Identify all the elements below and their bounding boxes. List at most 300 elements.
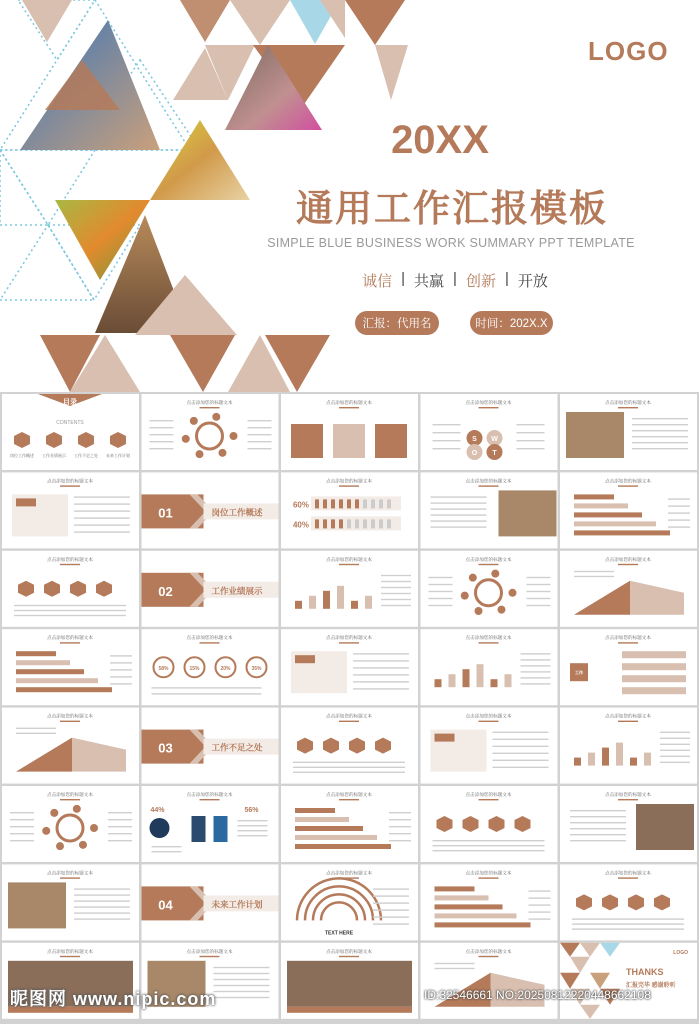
node-dot <box>190 417 198 425</box>
slide-title: 点击添加您的标题文本 <box>465 556 512 562</box>
slide-title: 点击添加您的标题文本 <box>605 792 651 797</box>
title-underline <box>339 956 359 957</box>
slide-thumbnail <box>142 864 279 940</box>
h-bar <box>16 660 70 665</box>
bar-mark <box>644 753 651 766</box>
node-dot <box>230 432 238 440</box>
slide-thumbnail <box>2 864 139 940</box>
slide-bg <box>281 786 418 862</box>
h-bar <box>295 835 377 840</box>
text-line <box>521 677 551 678</box>
text-line <box>529 897 551 898</box>
title-underline <box>339 721 359 722</box>
text-line <box>660 750 690 751</box>
h-bar <box>574 494 614 499</box>
slide-bg <box>2 786 139 862</box>
text-line <box>433 840 545 841</box>
text-line <box>572 918 684 919</box>
businessman-icon <box>192 816 206 842</box>
person-icon <box>371 499 375 508</box>
person-icon <box>347 519 351 528</box>
value-item: 创新 <box>465 273 496 290</box>
ring-percent: 20% <box>220 666 231 673</box>
node-dot <box>212 413 220 421</box>
swot-letter: W <box>491 436 498 443</box>
text-line <box>248 434 272 435</box>
thanks-logo: LOGO <box>673 949 688 956</box>
person-icon <box>387 519 391 528</box>
text-line <box>493 732 549 733</box>
slide-thumbnail <box>281 629 418 705</box>
slide-bg <box>421 864 558 940</box>
node-dot <box>79 841 87 849</box>
text-line <box>238 830 268 831</box>
text-line <box>521 659 551 660</box>
text-line <box>10 826 34 827</box>
slide-thumbnail <box>421 394 558 470</box>
slide-thumbnail <box>142 472 279 548</box>
text-line <box>353 688 409 689</box>
text-line <box>74 531 130 532</box>
text-line <box>108 833 132 834</box>
watermark-id: ID:32546661 NO:20250812220448662108 <box>424 988 651 1002</box>
percent-56: 56% <box>244 807 259 814</box>
slide-title: 点击添加您的标题文本 <box>605 478 651 484</box>
info-block <box>375 424 407 458</box>
text-line <box>660 756 690 757</box>
h-bar <box>435 895 489 900</box>
text-line <box>527 577 551 578</box>
person-icon <box>331 519 335 528</box>
node-dot <box>491 570 499 578</box>
text-line <box>373 902 409 903</box>
contents-item: 工作不足之处 <box>74 453 98 458</box>
text-line <box>435 968 475 969</box>
node-dot <box>461 592 469 600</box>
title-underline <box>479 956 499 957</box>
person-icon <box>339 499 343 508</box>
text-line <box>238 825 268 826</box>
slide-title: 点击添加您的标题文本 <box>47 556 93 562</box>
slide-title: 点击添加您的标题文本 <box>465 400 512 405</box>
title-underline <box>618 407 638 408</box>
bar-mark <box>602 748 609 766</box>
title-underline <box>339 642 359 643</box>
text-line <box>16 733 56 734</box>
slide-thumbnail <box>281 943 418 1019</box>
text-line <box>431 520 487 521</box>
text-line <box>214 967 270 968</box>
panel-badge <box>435 734 455 742</box>
text-line <box>429 584 453 585</box>
text-line <box>214 979 270 980</box>
person-icon <box>355 499 359 508</box>
photo-block <box>287 961 412 1007</box>
slide-title: 点击添加您的标题文本 <box>326 478 372 484</box>
text-line <box>238 835 268 836</box>
h-bar <box>435 886 475 891</box>
text-line <box>373 895 409 896</box>
h-bar <box>574 512 642 517</box>
title-underline <box>479 877 499 878</box>
slide-title: 点击添加您的标题文本 <box>47 870 93 876</box>
section-label: 工作不足之处 <box>211 742 263 753</box>
title-underline <box>60 485 80 486</box>
contents-item: 岗位工作概述 <box>10 453 34 458</box>
list-bar <box>622 651 686 658</box>
bar-mark <box>337 586 344 609</box>
slide-title: 点击添加您的标题文本 <box>326 556 372 562</box>
text-line <box>529 911 551 912</box>
text-line <box>389 833 411 834</box>
text-line <box>74 912 130 913</box>
text-line <box>632 442 688 443</box>
slide-bg <box>281 551 418 627</box>
text-line <box>668 505 690 506</box>
text-line <box>517 440 545 441</box>
slide-thumbnail <box>2 786 139 862</box>
slide-thumbnail <box>421 943 558 1019</box>
reporter-badge: 汇报：代用名 <box>355 311 439 335</box>
text-line <box>74 900 130 901</box>
contents-subtitle: CONTENTS <box>56 420 84 426</box>
node-dot <box>475 607 483 615</box>
title-underline <box>60 956 80 957</box>
h-bar <box>295 808 335 813</box>
text-line <box>570 840 626 841</box>
text-line <box>381 605 411 606</box>
bar-mark <box>295 601 302 609</box>
slide-thumbnail-grid <box>0 392 699 1024</box>
h-bar <box>435 922 531 927</box>
text-line <box>570 828 626 829</box>
h-bar <box>435 913 517 918</box>
slide-thumbnail <box>560 708 697 784</box>
slide-title: 点击添加您的标题文本 <box>326 400 372 405</box>
text-line <box>517 424 545 425</box>
section-number: 01 <box>158 505 173 521</box>
text-line <box>632 436 688 437</box>
bar-mark <box>491 679 498 687</box>
text-line <box>108 826 132 827</box>
bar-mark <box>505 674 512 687</box>
contents-item: 工作业绩展示 <box>42 453 66 458</box>
text-line <box>389 826 411 827</box>
text-line <box>521 653 551 654</box>
text-line <box>574 571 614 572</box>
person-icon <box>379 519 383 528</box>
text-line <box>660 744 690 745</box>
slide-thumbnail <box>2 394 139 470</box>
text-line <box>632 418 688 419</box>
person-icon <box>355 519 359 528</box>
slide-thumbnail <box>421 708 558 784</box>
text-line <box>668 526 690 527</box>
section-number: 02 <box>158 583 173 599</box>
text-line <box>14 605 126 606</box>
photo-block <box>8 882 66 928</box>
text-line <box>429 605 453 606</box>
node-dot <box>497 606 505 614</box>
thumbnails-canvas <box>0 392 699 1024</box>
title-underline <box>200 407 220 408</box>
text-line <box>152 687 262 688</box>
list-bar <box>622 675 686 682</box>
text-line <box>433 432 461 433</box>
text-line <box>248 441 272 442</box>
text-line <box>373 916 409 917</box>
text-line <box>493 760 549 761</box>
node-dot <box>42 827 50 835</box>
person-icon <box>387 499 391 508</box>
slide-thumbnail <box>421 551 558 627</box>
info-block <box>291 424 323 458</box>
title-underline <box>618 721 638 722</box>
text-line <box>293 772 405 773</box>
node-dot <box>56 842 64 850</box>
text-line <box>150 434 174 435</box>
text-line <box>660 732 690 733</box>
slide-title: 点击添加您的标题文本 <box>605 635 651 641</box>
text-line <box>572 928 684 929</box>
year-heading: 20XX <box>391 118 489 162</box>
node-dot <box>50 809 58 817</box>
text-line <box>529 918 551 919</box>
title-underline <box>339 485 359 486</box>
text-line <box>373 888 409 889</box>
photo-block <box>566 412 624 458</box>
title-underline <box>479 485 499 486</box>
text-line <box>433 424 461 425</box>
person-icon <box>347 499 351 508</box>
slide-title: 点击添加您的标题文本 <box>186 400 233 405</box>
title-underline <box>618 564 638 565</box>
slide-thumbnail <box>281 864 418 940</box>
slide-title: 点击添加您的标题文本 <box>47 948 93 954</box>
text-line <box>435 963 475 964</box>
text-line <box>150 448 174 449</box>
node-dot <box>469 574 477 582</box>
ring-percent: 35% <box>251 666 262 673</box>
slide-thumbnail <box>2 629 139 705</box>
thanks-subtitle: 汇报完毕 感谢聆听 <box>626 982 676 989</box>
person-icon <box>315 499 319 508</box>
title-underline <box>339 407 359 408</box>
text-line <box>74 894 130 895</box>
slide-thumbnail <box>281 472 418 548</box>
slide-title: 点击添加您的标题文本 <box>605 400 651 405</box>
text-line <box>389 819 411 820</box>
h-bar <box>295 817 349 822</box>
slide-thumbnail <box>142 786 279 862</box>
text-line <box>74 517 130 518</box>
panel-badge <box>16 498 36 506</box>
title-underline <box>60 721 80 722</box>
slide-thumbnail <box>421 786 558 862</box>
person-icon <box>339 519 343 528</box>
section-label: 未来工作计划 <box>211 899 263 910</box>
text-line <box>10 840 34 841</box>
section-label: 岗位工作概述 <box>211 507 263 518</box>
text-line <box>16 728 56 729</box>
section-number: 03 <box>158 740 173 756</box>
text-line <box>110 655 132 656</box>
person-icon <box>371 519 375 528</box>
text-line <box>110 683 132 684</box>
text-line <box>433 850 545 851</box>
info-block <box>333 424 365 458</box>
list-bar <box>622 663 686 670</box>
slide-thumbnail <box>142 551 279 627</box>
time-badge: 时间：202X.X <box>470 311 553 335</box>
slide-bg <box>2 629 139 705</box>
slide-title: 点击添加您的标题文本 <box>186 792 233 797</box>
text-line <box>74 918 130 919</box>
person-icon <box>363 519 367 528</box>
text-line <box>110 676 132 677</box>
text-line <box>108 812 132 813</box>
text-line <box>152 851 182 852</box>
text-line <box>517 448 545 449</box>
bar-mark <box>630 758 637 766</box>
thanks-title: THANKS <box>626 966 664 977</box>
text-line <box>353 653 409 654</box>
slide-thumbnail <box>2 472 139 548</box>
text-line <box>493 746 549 747</box>
caption-bar <box>287 1007 412 1013</box>
h-bar <box>295 844 391 849</box>
text-line <box>74 524 130 525</box>
text-line <box>668 512 690 513</box>
title-underline <box>339 799 359 800</box>
slide-title: 点击添加您的标题文本 <box>326 635 372 641</box>
slide-thumbnail <box>560 472 697 548</box>
h-bar <box>16 687 112 692</box>
text-line <box>248 420 272 421</box>
watermark-site: 昵图网 www.nipic.com <box>10 989 217 1009</box>
person-icon <box>315 519 319 528</box>
text-line <box>214 997 270 998</box>
text-line <box>431 514 487 515</box>
text-line <box>10 833 34 834</box>
node-dot <box>509 589 517 597</box>
text-line <box>150 427 174 428</box>
ring-percent: 15% <box>189 666 200 673</box>
slide-title: 点击添加您的标题文本 <box>326 870 372 876</box>
text-line <box>570 810 626 811</box>
h-bar <box>435 904 503 909</box>
bar-mark <box>588 753 595 766</box>
swot-letter: S <box>472 436 477 443</box>
work-badge-label: 工作 <box>575 670 583 676</box>
text-line <box>248 427 272 428</box>
node-dot <box>90 824 98 832</box>
ring-percent: 58% <box>158 666 169 673</box>
text-line <box>214 973 270 974</box>
text-line <box>431 502 487 503</box>
text-line <box>14 615 126 616</box>
slide-title: 点击添加您的标题文本 <box>465 713 512 719</box>
text-line <box>572 923 684 924</box>
text-line <box>381 593 411 594</box>
bar-mark <box>616 743 623 766</box>
slide-thumbnail <box>421 864 558 940</box>
text-line <box>632 448 688 449</box>
text-line <box>493 767 549 768</box>
text-line <box>527 591 551 592</box>
text-line <box>433 845 545 846</box>
text-line <box>632 430 688 431</box>
bar-mark <box>365 596 372 609</box>
slide-title: 点击添加您的标题文本 <box>47 478 93 484</box>
text-line <box>660 762 690 763</box>
slide-title: 点击添加您的标题文本 <box>465 635 512 641</box>
h-bar <box>16 651 56 656</box>
title-underline <box>200 642 220 643</box>
text-line <box>152 693 262 694</box>
slide-title: 点击添加您的标题文本 <box>605 870 651 876</box>
title-underline <box>200 799 220 800</box>
slide-title: 点击添加您的标题文本 <box>186 635 233 641</box>
node-dot <box>218 449 226 457</box>
slide-bg <box>281 472 418 548</box>
text-line <box>527 605 551 606</box>
photo-block <box>636 804 694 850</box>
text-line <box>574 576 614 577</box>
title-underline <box>618 642 638 643</box>
section-label: 工作业绩展示 <box>211 585 263 596</box>
text-line <box>381 575 411 576</box>
text-line <box>10 819 34 820</box>
slide-bg <box>421 551 558 627</box>
person-icon <box>323 499 327 508</box>
person-icon <box>363 499 367 508</box>
title-underline <box>200 956 220 957</box>
title-underline <box>479 799 499 800</box>
text-line <box>381 587 411 588</box>
h-bar <box>16 678 98 683</box>
text-here-label: TEXT HERE <box>324 930 354 937</box>
text-line <box>353 660 409 661</box>
text-line <box>152 846 182 847</box>
bar-mark <box>574 758 581 766</box>
percent-40: 40% <box>292 520 310 530</box>
contents-tab-label: 目录 <box>63 399 77 406</box>
slide-title: 点击添加您的标题文本 <box>47 792 93 797</box>
title-underline <box>339 564 359 565</box>
node-dot <box>182 435 190 443</box>
list-bar <box>622 687 686 694</box>
person-icon <box>323 519 327 528</box>
text-line <box>74 503 130 504</box>
text-line <box>632 424 688 425</box>
title-underline <box>60 642 80 643</box>
node-dot <box>196 450 204 458</box>
cover-slide <box>0 0 699 392</box>
slide-title: 点击添加您的标题文本 <box>47 713 93 719</box>
slide-thumbnail <box>2 551 139 627</box>
text-line <box>431 508 487 509</box>
swot-letter: T <box>492 450 497 457</box>
text-line <box>74 906 130 907</box>
text-line <box>433 448 461 449</box>
text-line <box>431 496 487 497</box>
text-line <box>214 991 270 992</box>
logo-text: LOGO <box>588 36 669 66</box>
text-line <box>668 498 690 499</box>
slide-title: 点击添加您的标题文本 <box>605 556 651 562</box>
text-line <box>353 674 409 675</box>
